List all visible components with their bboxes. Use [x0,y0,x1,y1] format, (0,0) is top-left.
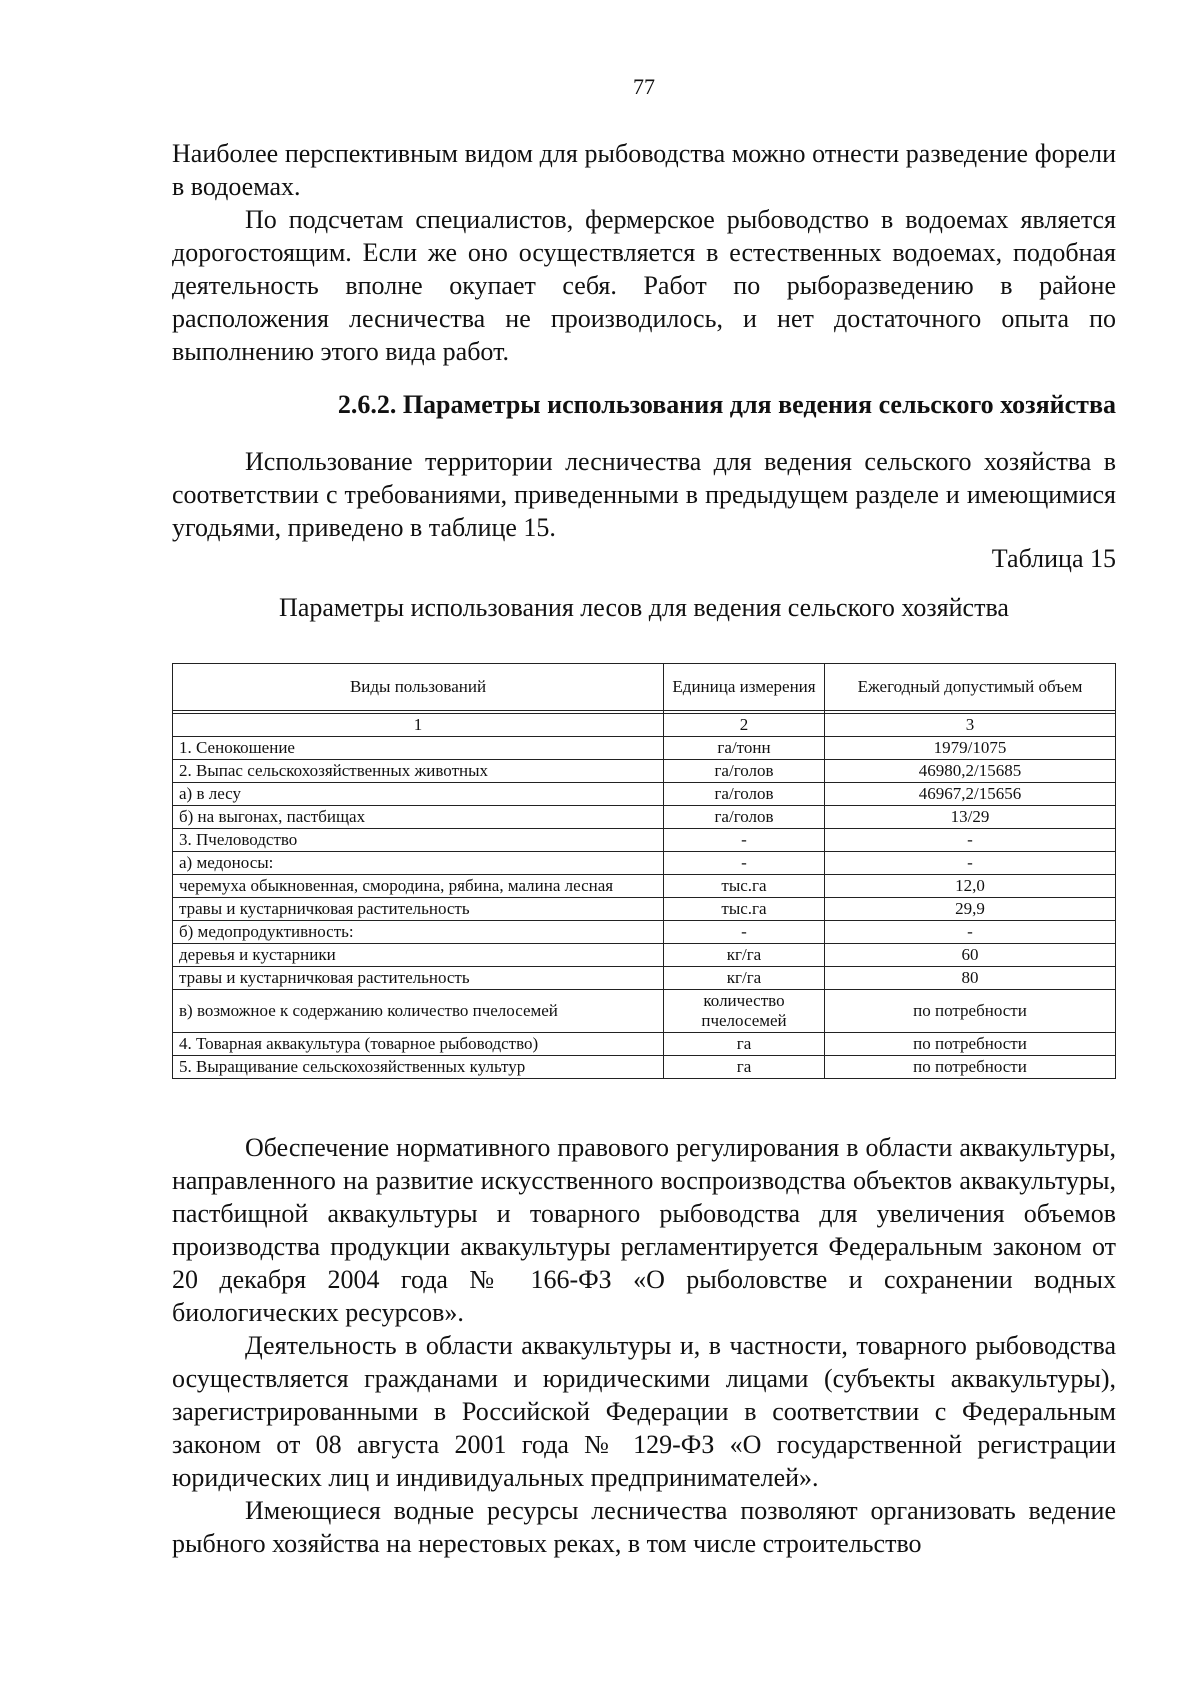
table-cell-name: 2. Выпас сельскохозяйственных животных [173,760,664,783]
table-cell-value: 12,0 [825,875,1116,898]
table-header-row [173,664,1116,711]
section-block [172,445,1116,544]
table-row [173,1056,1116,1079]
table-cell-unit: количество пчелосемей [664,990,825,1033]
section-heading: 2.6.2. Параметры использования для ведения сельского хозяйства [337,390,1116,419]
table-row [173,737,1116,760]
table-cell-value: 29,9 [825,898,1116,921]
column-number-cell: 1 [173,714,664,737]
usage-parameters-table [172,663,1116,1079]
table-row [173,760,1116,783]
table-cell-name: черемуха обыкновенная, смородина, рябина, малина лесная [173,875,664,898]
table-header-cell: Единица измерения [664,664,825,711]
table-cell-value: 46980,2/15685 [825,760,1116,783]
table-cell-name: в) возможное к содержанию количество пчелосемей [173,990,664,1033]
table-row [173,783,1116,806]
table-cell-name: 3. Пчеловодство [173,829,664,852]
table-cell-value: 80 [825,967,1116,990]
table-cell-name: а) в лесу [173,783,664,806]
column-number-cell: 3 [825,714,1116,737]
section-paragraph-1: Использование территории лесничества для ведения сельского хозяйства в соответствии с требованиями, приведенными в предыдущем разделе и имеющимися угодьями, приведено в таблице 15. [172,447,1116,542]
table-cell-unit: - [664,852,825,875]
after-paragraph-2: Деятельность в области аквакультуры и, в частности, товарного рыбоводства осуществляется гражданами и юридическими лицами (субъекты аквакультуры), зарегистрированными в Российской Федерации в соответствии с Федеральным законом от 08 августа 2001 года № 129-ФЗ «О государственной регистрации юридических лиц и индивидуальных предпринимателей». [172,1331,1116,1492]
table-header-cell: Ежегодный допустимый объем [825,664,1116,711]
table-header-cell: Виды пользований [173,664,664,711]
table-cell-value: по потребности [825,990,1116,1033]
table-cell-value: 1979/1075 [825,737,1116,760]
table-row [173,898,1116,921]
table-row [173,921,1116,944]
table-column-number-row [173,714,1116,737]
table-cell-value: - [825,921,1116,944]
table-cell-value: 60 [825,944,1116,967]
table-row [173,944,1116,967]
intro-paragraph-2: По подсчетам специалистов, фермерское рыбоводство в водоемах является дорогостоящим. Если же оно осуществляется в естественных водоемах, подобная деятельность вполне окупает себя. Работ по рыборазведению в районе расположения лесничества не производилось, и нет достаточного опыта по выполнению этого вида работ. [172,205,1116,366]
table-row [173,852,1116,875]
table-cell-unit: кг/га [664,967,825,990]
table-cell-unit: тыс.га [664,898,825,921]
table-cell-name: травы и кустарничковая растительность [173,967,664,990]
table-row [173,806,1116,829]
after-table-block [172,1131,1116,1560]
page-number: 77 [633,74,655,99]
table-cell-name: б) медопродуктивность: [173,921,664,944]
table-cell-value: по потребности [825,1056,1116,1079]
table-cell-unit: га/голов [664,760,825,783]
table-container [172,663,1116,1079]
table-cell-unit: - [664,829,825,852]
table-cell-name: 1. Сенокошение [173,737,664,760]
table-cell-unit: га [664,1056,825,1079]
table-cell-name: деревья и кустарники [173,944,664,967]
table-cell-unit: кг/га [664,944,825,967]
intro-paragraph-1: Наиболее перспективным видом для рыбоводства можно отнести разведение форели в водоемах. [172,139,1116,201]
table-cell-value: - [825,829,1116,852]
table-cell-unit: га [664,1033,825,1056]
table-cell-name: б) на выгонах, пастбищах [173,806,664,829]
table-caption: Параметры использования лесов для ведения сельского хозяйства [279,593,1009,622]
intro-block [172,137,1116,368]
table-row [173,990,1116,1033]
table-row [173,829,1116,852]
table-cell-unit: тыс.га [664,875,825,898]
table-cell-unit: га/тонн [664,737,825,760]
table-row [173,967,1116,990]
table-cell-name: 4. Товарная аквакультура (товарное рыбоводство) [173,1033,664,1056]
table-cell-value: по потребности [825,1033,1116,1056]
table-row [173,875,1116,898]
after-paragraph-1: Обеспечение нормативного правового регулирования в области аквакультуры, направленного на развитие искусственного воспроизводства объектов аквакультуры, пастбищной аквакультуры и товарного рыбоводства для увеличения объемов производства продукции аквакультуры регламентируется Федеральным законом от 20 декабря 2004 года № 166-ФЗ «О рыболовстве и сохранении водных биологических ресурсов». [172,1133,1116,1327]
table-cell-unit: га/голов [664,783,825,806]
table-cell-unit: га/голов [664,806,825,829]
table-cell-unit: - [664,921,825,944]
after-paragraph-3: Имеющиеся водные ресурсы лесничества позволяют организовать ведение рыбного хозяйства на нерестовых реках, в том числе строительство [172,1496,1116,1558]
table-row [173,1033,1116,1056]
table-label: Таблица 15 [991,544,1116,573]
table-cell-value: - [825,852,1116,875]
table-cell-name: а) медоносы: [173,852,664,875]
column-number-cell: 2 [664,714,825,737]
table-cell-value: 46967,2/15656 [825,783,1116,806]
table-cell-name: травы и кустарничковая растительность [173,898,664,921]
table-cell-name: 5. Выращивание сельскохозяйственных культур [173,1056,664,1079]
table-cell-value: 13/29 [825,806,1116,829]
